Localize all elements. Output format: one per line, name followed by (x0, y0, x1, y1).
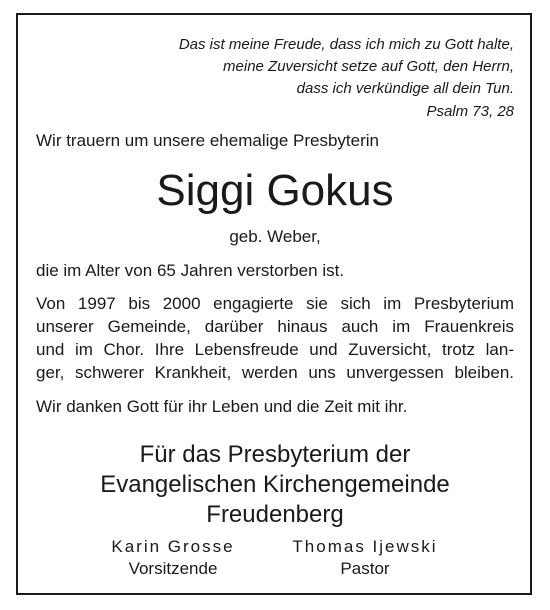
deceased-name: Siggi Gokus (156, 166, 394, 215)
signature-line: Freudenberg (206, 501, 344, 528)
signer-role: Vorsitzende (128, 559, 218, 578)
signer-name: Karin Grosse (111, 537, 235, 556)
signature-line: Evangelischen Kirchengemeinde (100, 471, 450, 498)
intro-text: Wir trauern um unsere ehemalige Presbyterin (36, 131, 379, 150)
birth-name: geb. Weber, (229, 227, 321, 246)
body-line: ger, schwerer Krankheit, werden uns unvergessen bleiben. (36, 363, 514, 382)
signer-name: Thomas Ijewski (292, 537, 438, 556)
signer-left (106, 536, 240, 580)
body-line: Von 1997 bis 2000 engagierte sie sich im Presbyterium (36, 294, 514, 313)
body-line: und im Chor. Ihre Lebensfreude und Zuversicht, trotz lan- (36, 340, 514, 359)
signer-right (290, 536, 440, 580)
signer-role: Pastor (340, 559, 390, 578)
quote-line: meine Zuversicht setze auf Gott, den Herrn, (223, 58, 514, 75)
thanks-line: Wir danken Gott für ihr Leben und die Zeit mit ihr. (36, 397, 408, 416)
quote-line: dass ich verkündige all dein Tun. (296, 80, 514, 97)
quote-line: Das ist meine Freude, dass ich mich zu Gott halte, (178, 36, 514, 53)
body-line: unserer Gemeinde, darüber hinaus auch im Frauenkreis (36, 317, 514, 336)
quote-source: Psalm 73, 28 (426, 103, 514, 120)
age-line: die im Alter von 65 Jahren verstorben ist. (36, 261, 345, 280)
signature-line: Für das Presbyterium der (139, 441, 411, 468)
